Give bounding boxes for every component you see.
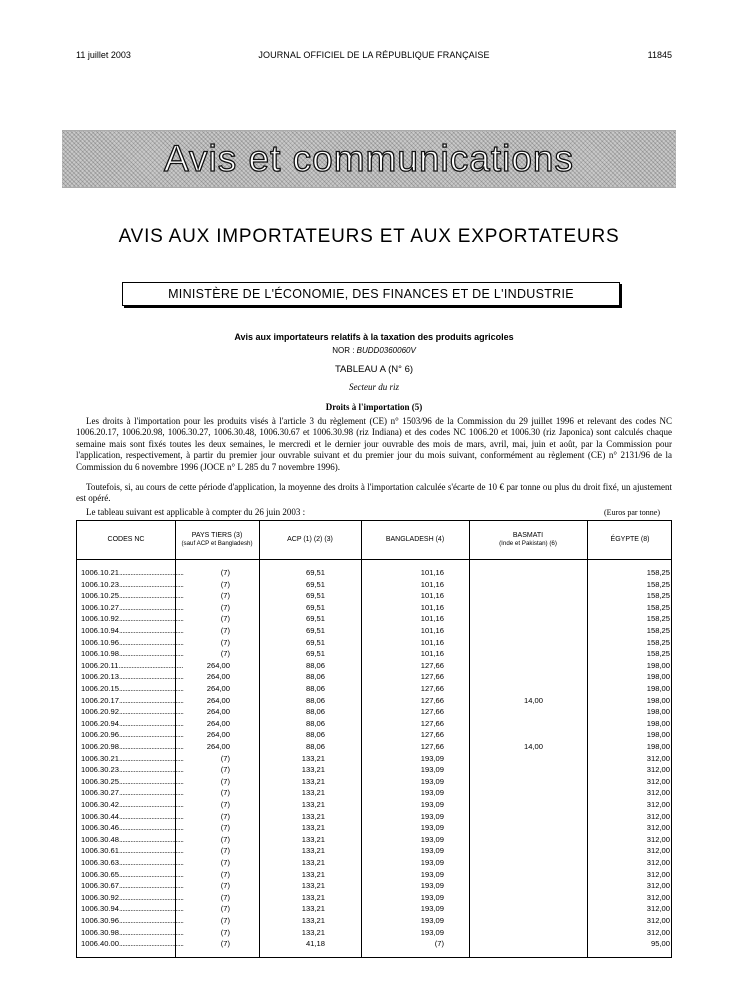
cell-code [81, 753, 184, 765]
leader-dots: ........................................ [119, 788, 184, 798]
cell-bangladesh: 101,16 [420, 602, 444, 612]
code-text: 1006.30.94 [81, 904, 120, 914]
cell-acp: 88,06 [305, 730, 325, 740]
cell-egypte: 312,00 [646, 892, 670, 902]
cell-bangladesh: 101,16 [420, 591, 444, 601]
cell-code [81, 579, 184, 591]
ministry-box: MINISTÈRE DE L'ÉCONOMIE, DES FINANCES ET DE L'INDUSTRIE [122, 282, 620, 306]
cell-bangladesh: 127,66 [420, 707, 444, 717]
cell-acp: 69,51 [305, 626, 325, 635]
cell-bangladesh: 127,66 [420, 718, 444, 728]
cell-egypte: 158,25 [646, 637, 670, 647]
code-text: 1006.30.92 [81, 892, 120, 902]
cell-egypte: 198,00 [646, 672, 670, 682]
table-row [77, 915, 673, 927]
cell-pays-tiers: 264,00 [206, 695, 230, 705]
cell-egypte: 312,00 [646, 846, 670, 856]
col-header-acp: ACP (1) (2) (3) [287, 536, 333, 543]
leader-dots: ........................................ [119, 881, 184, 891]
cell-acp: 133,21 [301, 881, 325, 891]
cell-egypte: 198,00 [646, 707, 670, 717]
cell-bangladesh: 127,66 [420, 695, 444, 705]
cell-acp: 133,21 [301, 800, 325, 809]
cell-pays-tiers: (7) [220, 765, 230, 775]
code-text: 1006.10.21 [81, 568, 120, 577]
cell-pays-tiers: (7) [220, 626, 230, 635]
paragraph-1: Les droits à l'importation pour les produits visés à l'article 3 du règlement (CE) n° 1503/96 de la Commission du 29 juillet 1996 et relevant des codes NC 1006.20.17, 1006.20.98, 1006.30.27, 1006.30.48, 1006.30.67 et 1006.30.98 (riz Indiana) et des codes NC 1006.20 et 1006.30 (riz Japonica) sont calculés chaque semaine mais sont fixés toutes les deux semaines, le mercredi et le dernier jour ouvrable des mois de mars, avril, mai, juin et août, par la Commission pour l'application, respectivement, à partir du premier jour ouvrable suivant et du premier jour du mois suivant, conformément au règlement (CE) n° 2131/96 de la Commission du 6 novembre 1996 (JOCE n° L 285 du 7 novembre 1996). [76, 416, 672, 472]
leader-dots: ........................................ [119, 869, 184, 879]
section-banner-title: Avis et communications [164, 138, 574, 179]
cell-pays-tiers: (7) [220, 869, 230, 879]
droits-heading: Droits à l'importation (5) [325, 402, 423, 412]
cell-acp: 41,18 [305, 939, 325, 949]
cell-pays-tiers: 264,00 [206, 660, 230, 670]
code-text: 1006.10.94 [81, 626, 120, 635]
table-row [77, 776, 673, 788]
cell-acp: 133,21 [301, 869, 325, 879]
cell-basmati: 14,00 [523, 742, 543, 751]
leader-dots: ........................................ [119, 753, 184, 763]
cell-acp: 133,21 [301, 788, 325, 798]
cell-egypte: 158,25 [646, 579, 670, 589]
cell-pays-tiers: (7) [220, 800, 230, 809]
cell-bangladesh: 193,09 [420, 834, 444, 844]
leader-dots: ........................................ [119, 892, 184, 902]
cell-code [81, 567, 184, 579]
cell-pays-tiers: (7) [220, 892, 230, 902]
table-row [77, 741, 673, 753]
table-row [77, 625, 673, 637]
cell-bangladesh: 127,66 [420, 660, 444, 670]
leader-dots: ........................................ [119, 707, 184, 717]
leader-dots: ........................................ [119, 672, 184, 682]
cell-bangladesh: 193,09 [420, 776, 444, 786]
cell-acp: 133,21 [301, 892, 325, 902]
table-row [77, 671, 673, 683]
cell-pays-tiers: (7) [220, 568, 230, 577]
cell-egypte: 312,00 [646, 881, 670, 891]
cell-egypte: 312,00 [646, 788, 670, 798]
cell-pays-tiers: 264,00 [206, 718, 230, 728]
leader-dots: ........................................ [119, 626, 184, 635]
table-row [77, 567, 673, 579]
cell-pays-tiers: (7) [220, 811, 230, 821]
cell-code [81, 695, 184, 707]
cell-pays-tiers: (7) [220, 788, 230, 798]
cell-pays-tiers: 264,00 [206, 730, 230, 740]
page-title: AVIS AUX IMPORTATEURS ET AUX EXPORTATEURS [118, 226, 620, 247]
cell-egypte: 312,00 [646, 858, 670, 867]
code-text: 1006.20.13 [81, 672, 120, 682]
cell-code [81, 845, 184, 857]
code-text: 1006.20.92 [81, 707, 120, 717]
cell-bangladesh: 193,09 [420, 892, 444, 902]
code-text: 1006.10.92 [81, 614, 120, 624]
cell-pays-tiers: (7) [220, 614, 230, 624]
code-text: 1006.30.21 [81, 753, 120, 763]
cell-acp: 133,21 [301, 765, 325, 775]
cell-acp: 88,06 [305, 660, 325, 670]
cell-egypte: 312,00 [646, 834, 670, 844]
cell-acp: 133,21 [301, 823, 325, 833]
cell-pays-tiers: (7) [220, 904, 230, 914]
cell-acp: 133,21 [301, 904, 325, 914]
col-header-bangladesh: BANGLADESH (4) [385, 536, 445, 543]
cell-bangladesh: 127,66 [420, 672, 444, 682]
cell-pays-tiers: (7) [220, 823, 230, 833]
cell-bangladesh: 193,09 [420, 881, 444, 891]
cell-code [81, 625, 184, 637]
cell-egypte: 95,00 [650, 939, 670, 949]
cell-pays-tiers: (7) [220, 858, 230, 867]
cell-bangladesh: 101,16 [420, 568, 444, 577]
cell-code [81, 706, 184, 718]
cell-acp: 69,51 [305, 649, 325, 659]
cell-egypte: 312,00 [646, 823, 670, 833]
paragraph-2: Toutefois, si, au cours de cette période d'application, la moyenne des droits à l'importation calculée s'écarte de 10 € par tonne ou plus du droit fixé, un ajustement est opéré. [76, 482, 672, 504]
cell-egypte: 158,25 [646, 591, 670, 601]
cell-egypte: 312,00 [646, 916, 670, 925]
code-text: 1006.30.63 [81, 858, 120, 867]
col-header-egypte: ÉGYPTE (8) [610, 536, 650, 543]
cell-pays-tiers: (7) [220, 881, 230, 891]
cell-bangladesh: 193,09 [420, 869, 444, 879]
nor-reference [76, 346, 672, 355]
cell-code [81, 637, 184, 649]
table-row [77, 729, 673, 741]
cell-egypte: 198,00 [646, 695, 670, 705]
cell-pays-tiers: (7) [220, 637, 230, 647]
code-text: 1006.30.27 [81, 788, 120, 798]
duty-table [76, 520, 672, 958]
cell-egypte: 158,25 [646, 626, 670, 635]
cell-bangladesh: 193,09 [420, 904, 444, 914]
leader-dots: ........................................ [119, 776, 184, 786]
paragraph-3: Le tableau suivant est applicable à compter du 26 juin 2003 : [86, 507, 306, 517]
cell-bangladesh: 193,09 [420, 823, 444, 833]
cell-code [81, 718, 184, 730]
leader-dots: ........................................ [119, 927, 184, 937]
cell-egypte: 312,00 [646, 869, 670, 879]
cell-code [81, 834, 184, 846]
leader-dots: ........................................ [119, 568, 184, 577]
sector-subtitle: Secteur du riz [349, 382, 399, 392]
code-text: 1006.20.17 [81, 695, 120, 705]
leader-dots: ........................................ [119, 591, 184, 601]
notice-title: Avis aux importateurs relatifs à la taxation des produits agricoles [234, 332, 514, 342]
code-text: 1006.10.27 [81, 602, 120, 612]
code-text: 1006.20.15 [81, 684, 120, 693]
cell-acp: 69,51 [305, 591, 325, 601]
cell-egypte: 198,00 [646, 684, 670, 693]
cell-acp: 88,06 [305, 684, 325, 693]
code-text: 1006.30.61 [81, 846, 120, 856]
leader-dots: ........................................ [119, 800, 184, 809]
issue-date: 11 juillet 2003 [76, 50, 131, 60]
cell-acp: 133,21 [301, 753, 325, 763]
cell-code [81, 915, 184, 927]
cell-bangladesh: 193,09 [420, 800, 444, 809]
cell-acp: 69,51 [305, 637, 325, 647]
cell-bangladesh: 101,16 [420, 637, 444, 647]
cell-egypte: 312,00 [646, 927, 670, 937]
table-row [77, 938, 673, 950]
code-text: 1006.30.96 [81, 916, 120, 925]
table-row [77, 648, 673, 660]
table-row [77, 811, 673, 823]
code-text: 1006.20.98 [81, 742, 120, 751]
cell-pays-tiers: 264,00 [206, 672, 230, 682]
code-text: 1006.10.25 [81, 591, 120, 601]
cell-pays-tiers: 264,00 [206, 684, 230, 693]
page-header [76, 50, 672, 64]
cell-egypte: 198,00 [646, 660, 670, 670]
cell-code [81, 671, 184, 683]
table-row [77, 590, 673, 602]
section-banner [62, 130, 676, 188]
table-row [77, 892, 673, 904]
cell-code [81, 590, 184, 602]
code-text: 1006.30.44 [81, 811, 120, 821]
leader-dots: ........................................ [119, 730, 184, 740]
table-row [77, 857, 673, 869]
cell-code [81, 613, 184, 625]
cell-egypte: 312,00 [646, 811, 670, 821]
cell-bangladesh: 193,09 [420, 916, 444, 925]
cell-code [81, 741, 184, 753]
cell-code [81, 764, 184, 776]
tableau-title: TABLEAU A (N° 6) [334, 364, 414, 375]
col-header-pays-tiers: PAYS TIERS (3) (sauf ACP et Bangladesh) [181, 532, 253, 547]
cell-bangladesh: 127,66 [420, 742, 444, 751]
cell-code [81, 938, 184, 950]
cell-code [81, 648, 184, 660]
table-row [77, 579, 673, 591]
cell-acp: 69,51 [305, 568, 325, 577]
cell-code [81, 822, 184, 834]
cell-pays-tiers: (7) [220, 776, 230, 786]
leader-dots: ........................................ [119, 811, 184, 821]
code-text: 1006.30.42 [81, 800, 120, 809]
journal-title: JOURNAL OFFICIEL DE LA RÉPUBLIQUE FRANÇAISE [258, 50, 490, 60]
col-header-basmati: BASMATI (Inde et Pakistan) (6) [499, 532, 557, 547]
cell-egypte: 198,00 [646, 718, 670, 728]
cell-bangladesh: 193,09 [420, 811, 444, 821]
leader-dots: ........................................ [119, 684, 184, 693]
leader-dots: ........................................ [119, 823, 184, 833]
col-header-codes: CODES NC [107, 536, 145, 543]
cell-acp: 69,51 [305, 579, 325, 589]
table-row [77, 637, 673, 649]
cell-acp: 133,21 [301, 916, 325, 925]
cell-egypte: 312,00 [646, 753, 670, 763]
cell-code [81, 660, 183, 672]
code-text: 1006.20.96 [81, 730, 120, 740]
cell-bangladesh: 101,16 [420, 614, 444, 624]
code-text: 1006.10.98 [81, 649, 120, 659]
cell-pays-tiers: (7) [220, 602, 230, 612]
leader-dots: ........................................ [119, 904, 184, 914]
code-text: 1006.30.25 [81, 776, 120, 786]
cell-pays-tiers: (7) [220, 579, 230, 589]
cell-code [81, 799, 184, 811]
cell-acp: 133,21 [301, 846, 325, 856]
cell-egypte: 158,25 [646, 602, 670, 612]
cell-bangladesh: 193,09 [420, 753, 444, 763]
table-row [77, 834, 673, 846]
nor-value: BUDD0360060V [356, 346, 416, 355]
cell-pays-tiers: 264,00 [206, 742, 230, 751]
cell-pays-tiers: (7) [220, 846, 230, 856]
cell-bangladesh: 127,66 [420, 684, 444, 693]
leader-dots: ........................................ [119, 742, 184, 751]
code-text: 1006.30.65 [81, 869, 120, 879]
table-row [77, 718, 673, 730]
page-number: 11845 [647, 50, 672, 60]
table-row [77, 845, 673, 857]
cell-pays-tiers: (7) [220, 927, 230, 937]
cell-bangladesh: 193,09 [420, 846, 444, 856]
table-row [77, 880, 673, 892]
header-divider [77, 559, 671, 560]
cell-code [81, 683, 184, 695]
table-row [77, 613, 673, 625]
cell-acp: 133,21 [301, 776, 325, 786]
unit-note: (Euros par tonne) [604, 508, 660, 517]
cell-egypte: 198,00 [646, 742, 670, 751]
table-row [77, 822, 673, 834]
leader-dots: ........................................ [119, 939, 184, 949]
cell-code [81, 787, 184, 799]
code-text: 1006.30.46 [81, 823, 120, 833]
cell-bangladesh: 193,09 [420, 765, 444, 775]
code-text: 1006.10.96 [81, 637, 120, 647]
cell-code [81, 927, 184, 939]
cell-acp: 88,06 [305, 695, 325, 705]
code-text: 1006.10.23 [81, 579, 120, 589]
cell-bangladesh: 101,16 [420, 626, 444, 635]
table-row [77, 602, 673, 614]
cell-acp: 133,21 [301, 858, 325, 867]
cell-bangladesh: 193,09 [420, 788, 444, 798]
leader-dots: ........................................ [119, 637, 184, 647]
cell-egypte: 158,25 [646, 614, 670, 624]
cell-code [81, 776, 184, 788]
cell-pays-tiers: 264,00 [206, 707, 230, 717]
cell-code [81, 880, 184, 892]
cell-pays-tiers: (7) [220, 939, 230, 949]
cell-code [81, 892, 184, 904]
cell-acp: 88,06 [305, 718, 325, 728]
cell-code [81, 857, 184, 869]
table-row [77, 660, 673, 672]
cell-acp: 69,51 [305, 602, 325, 612]
leader-dots: ........................................ [119, 695, 184, 705]
leader-dots: ........................................ [118, 660, 183, 670]
cell-pays-tiers: (7) [220, 834, 230, 844]
table-row [77, 764, 673, 776]
table-row [77, 753, 673, 765]
leader-dots: ........................................ [119, 834, 184, 844]
cell-bangladesh: 101,16 [420, 649, 444, 659]
cell-bangladesh: (7) [434, 939, 444, 949]
cell-pays-tiers: (7) [220, 649, 230, 659]
cell-bangladesh: 193,09 [420, 927, 444, 937]
cell-acp: 88,06 [305, 742, 325, 751]
leader-dots: ........................................ [119, 765, 184, 775]
cell-egypte: 312,00 [646, 765, 670, 775]
cell-bangladesh: 193,09 [420, 858, 444, 867]
table-row [77, 927, 673, 939]
cell-bangladesh: 101,16 [420, 579, 444, 589]
cell-bangladesh: 127,66 [420, 730, 444, 740]
cell-egypte: 158,25 [646, 649, 670, 659]
cell-pays-tiers: (7) [220, 753, 230, 763]
cell-acp: 88,06 [305, 672, 325, 682]
table-row [77, 903, 673, 915]
cell-code [81, 602, 184, 614]
leader-dots: ........................................ [119, 579, 184, 589]
leader-dots: ........................................ [119, 718, 184, 728]
cell-code [81, 903, 184, 915]
cell-acp: 133,21 [301, 811, 325, 821]
cell-code [81, 811, 184, 823]
code-text: 1006.20.11 [81, 660, 119, 670]
leader-dots: ........................................ [119, 602, 184, 612]
table-row [77, 799, 673, 811]
code-text: 1006.30.98 [81, 927, 120, 937]
code-text: 1006.30.48 [81, 834, 120, 844]
cell-egypte: 198,00 [646, 730, 670, 740]
cell-acp: 133,21 [301, 834, 325, 844]
table-row [77, 787, 673, 799]
leader-dots: ........................................ [119, 614, 184, 624]
cell-acp: 88,06 [305, 707, 325, 717]
cell-basmati: 14,00 [523, 695, 543, 705]
cell-egypte: 312,00 [646, 800, 670, 809]
nor-label: NOR : [332, 346, 355, 355]
leader-dots: ........................................ [119, 916, 184, 925]
cell-acp: 133,21 [301, 927, 325, 937]
code-text: 1006.30.23 [81, 765, 120, 775]
cell-pays-tiers: (7) [220, 591, 230, 601]
leader-dots: ........................................ [119, 846, 184, 856]
cell-code [81, 729, 184, 741]
table-row [77, 683, 673, 695]
cell-code [81, 869, 184, 881]
cell-egypte: 312,00 [646, 776, 670, 786]
code-text: 1006.40.00 [81, 939, 120, 949]
leader-dots: ........................................ [119, 649, 184, 659]
table-row [77, 706, 673, 718]
cell-acp: 69,51 [305, 614, 325, 624]
code-text: 1006.30.67 [81, 881, 120, 891]
leader-dots: ........................................ [119, 858, 184, 867]
table-row [77, 695, 673, 707]
cell-egypte: 312,00 [646, 904, 670, 914]
table-row [77, 869, 673, 881]
cell-egypte: 158,25 [646, 568, 670, 577]
cell-pays-tiers: (7) [220, 916, 230, 925]
code-text: 1006.20.94 [81, 718, 120, 728]
